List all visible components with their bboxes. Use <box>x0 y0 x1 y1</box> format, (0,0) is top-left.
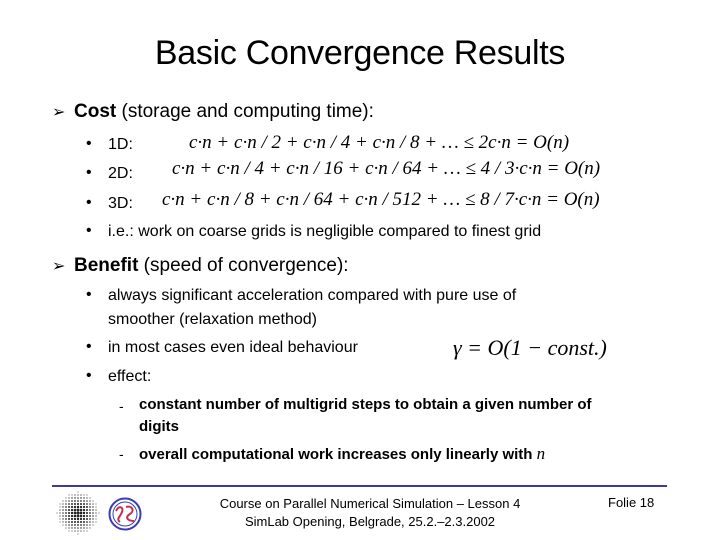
bullet-dot-icon: • <box>86 135 92 152</box>
benefit-item-1-cont: smoother (relaxation method) <box>108 311 317 328</box>
dash-bullet-icon: - <box>119 398 124 414</box>
section-cost <box>52 101 374 123</box>
benefit-item-3: effect: <box>108 368 152 385</box>
cost-heading: Cost <box>74 101 117 122</box>
cost-heading-rest: (storage and computing time): <box>116 101 374 122</box>
effect-sub-2-n: n <box>536 444 546 463</box>
footer-line-2: SimLab Opening, Belgrade, 25.2.–2.3.2002 <box>244 514 496 529</box>
benefit-item-2: in most cases even ideal behaviour <box>108 339 358 356</box>
gamma-formula: γ = O(1 − const.) <box>453 335 607 360</box>
effect-sub-2-text: overall computational work increases only linearly with <box>139 446 533 463</box>
benefit-heading: Benefit <box>74 255 139 276</box>
effect-sub-1-cont: digits <box>139 418 179 435</box>
bullet-dot-icon: • <box>86 338 92 355</box>
bullet-dot-icon: • <box>86 164 92 181</box>
cost-3d-label: 3D: <box>108 195 133 212</box>
cost-1d-label: 1D: <box>108 136 133 153</box>
section-benefit <box>52 255 349 277</box>
slide-title: Basic Convergence Results <box>154 34 566 72</box>
cost-2d-formula: c·n + c·n / 4 + c·n / 16 + c·n / 64 + … ≤ 4 / 3·c·n = O(n) <box>172 158 601 179</box>
bullet-dot-icon: • <box>86 286 92 303</box>
bullet-dot-icon: • <box>86 194 92 211</box>
arrow-bullet-icon: ➢ <box>52 104 66 121</box>
cost-3d-formula: c·n + c·n / 8 + c·n / 64 + c·n / 512 + … ≤ 8 / 7·c·n = O(n) <box>162 189 600 210</box>
bullet-dot-icon: • <box>86 367 92 384</box>
effect-sub-2 <box>139 444 545 464</box>
arrow-bullet-icon: ➢ <box>52 258 66 275</box>
cost-2d-label: 2D: <box>108 165 133 182</box>
footer-divider <box>52 485 667 487</box>
benefit-item-1: always significant acceleration compared with pure use of <box>108 287 517 304</box>
cost-ie-text: i.e.: work on coarse grids is negligible compared to finest grid <box>108 223 542 240</box>
dash-bullet-icon: - <box>119 446 124 462</box>
effect-sub-1: constant number of multigrid steps to obtain a given number of <box>139 396 592 413</box>
bullet-dot-icon: • <box>86 222 92 239</box>
footer-line-1: Course on Parallel Numerical Simulation – Lesson 4 <box>219 496 521 511</box>
benefit-heading-rest: (speed of convergence): <box>138 255 349 276</box>
cost-1d-formula: c·n + c·n / 2 + c·n / 4 + c·n / 8 + … ≤ 2c·n = O(n) <box>189 132 570 153</box>
slide-number: Folie 18 <box>608 495 655 510</box>
